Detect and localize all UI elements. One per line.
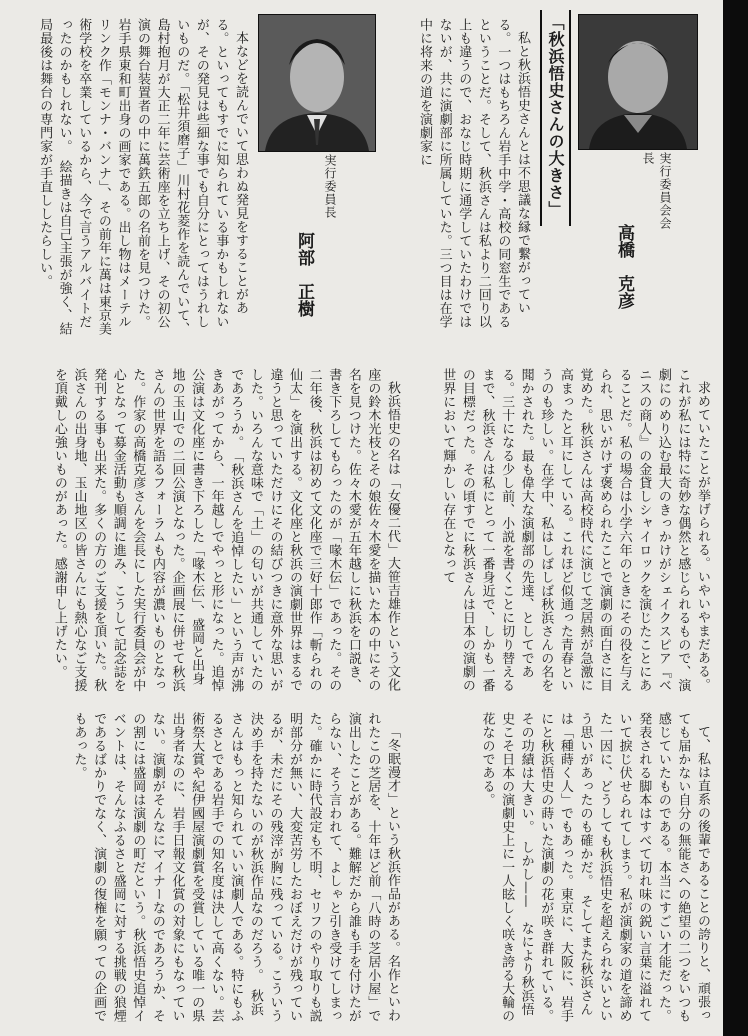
portrait-photo-takahashi — [578, 14, 698, 150]
text-top-right — [382, 18, 532, 336]
text-top-left — [30, 18, 250, 336]
name-takahashi: 高橋 克彦 — [614, 224, 634, 309]
article-title: 「秋浜悟史さんの大きさ」 — [540, 10, 571, 226]
paragraph-lower-left: 「冬眠漫才」という秋浜作品がある。名作といわれたこの芝居を、十年ほど前「八時の芝居小屋」で演出したことがある。難解だから誰も手を付けたがらない、そう言われて、よしゃと引き受けてしまった。確かに時代設定も不明、セリフのやり取りも説明部分が無い、大変苦労したおぼえだけが残っているが、未だにその残滓が胸に残っている。こういう決め手を持たないのが秋浜作品なのだろう。 秋浜さんはもっと知られていい演劇人である。特にもふるさとである岩手での知名度は決して高くない。芸術祭大賞や紀伊國屋演劇賞を受賞している唯一の県出身者なのに、岩手日報文化賞の対象にもなっていない。演劇がそんなにマイナーなのであろうか、その割には盛岡は演劇の町だという。秋浜悟史追悼イベントは、そんなふるさと盛岡に対する挑戦の狼煙であるばかりでなく、演劇の復権を願っての企画でもあった。 — [71, 712, 400, 1023]
portrait-photo-abe — [258, 14, 376, 152]
portrait-abe-image — [259, 15, 375, 151]
paragraph-top-right: 私と秋浜悟史さんとは不思議な縁で繋がっている。一つはもちろん岩手中学・高校の同窓生であるということだ。そして、秋浜さんは私より二回り以上も違うので、おなじ時期に通学していたわけではないが、共に演劇部に所属していた。三つ目は在学中に将来の道を演劇家に — [417, 18, 530, 329]
text-middle-left — [30, 368, 402, 698]
paragraph-middle-left: 秋浜悟史の名は「女優二代」大笹吉雄作という文化座の鈴木光枝とその娘佐々木愛を描いた本の中にその名を見つけた。佐々木愛が五年越しに秋浜を口説き、書き下ろしてもらったのが「喙木伝」であった。その二年後、秋浜は初めて文化座で三好十郎作「斬られの仙太」を演出する。文化座と秋浜の演劇世界はまるで違うと思っていただけにその結びつきに意外な思いがした。いろんな意味で「土」の匂いが共通していたのであろうか。 「秋浜さんを追悼したい」という声が沸きあがってから、一年越しでやっと形になった。追悼公演は文化座に書き下ろした「喙木伝」、盛岡と出身地の玉山での二回公演となった。企画展に併せて秋浜さんの世界を語るフォーラムも内容が濃いものとなった。作家の高橋克彦さんを会長にした実行委員会が中心となって募金活動も順調に進み、こうして記念誌を発刊する事も出来た。多くの方のご支援を頂いた。秋浜さんの出身地、玉山地区の皆さんにも熱心なご支援を頂戴し心強いものがあった。感謝申し上げたい。 — [51, 368, 400, 693]
paragraph-top-left: 本などを読んでいて思わぬ発見をすることがある。といってもすでに知られている事かもしれないが、その発見は些細な事でも自分にとってはうれしいものだ。「松井須磨子」川村花菱作を読んでいて、島村抱月が大正二年に芸術座を立ち上げ、その初公演の舞台装置者の中に萬鉄五郎の名前を見つけた。岩手県東和町出身の画家である。出し物はメーテルリンク作「モンナ・バンナ」、その前年に萬は東京美術学校を卒業しているから、今で言うアルバイトだったのかもしれない。 絵描きは自己主張が強く、結局最後は舞台の専門家が手直ししたらしい。 — [37, 18, 248, 336]
text-lower-left — [30, 712, 402, 1024]
role-chairman: 実行委員会会長 — [641, 152, 672, 230]
text-middle-right — [412, 368, 712, 698]
portrait-takahashi-image — [579, 15, 697, 149]
name-abe: 阿部 正樹 — [294, 232, 314, 317]
text-lower-right — [412, 712, 712, 1024]
role-committee-head: 実行委員長 — [323, 154, 337, 219]
paragraph-lower-right: て、私は直系の後輩であることの誇りと、頑張っても届かない自分の無能さへの絶望の二つをいつも感じていたものである。本当にすごい才能だった。発表される脚本はすべて切れ味の鋭い言葉に溢れていて捩じ伏せられてしまう。私が演劇家の道を諦めた一因に、どうしても秋浜悟史を超えられないという思いがあったのも確かだ。 そしてまた秋浜さんは「種蒔く人」でもあった。東京に、大阪に、岩手にと秋浜悟史の蒔いた演劇の花が咲き群れている。その功績は大きい。 しかし—— なにより秋浜悟史こそ日本の演劇史上に一人眩しく咲き誇る大輪の花なのである。 — [479, 712, 710, 1023]
right-edge-bar — [723, 0, 748, 1036]
paragraph-middle-right: 求めていたことが挙げられる。いやいやまだある。これが私には特に奇妙な偶然と感じられるもので、演劇にのめり込む最大のきっかけがシェイクスピア『ベニスの商人』の金貸しシャイロックを演じたことにあることだ。私の場合は小学六年のときにその役を与えられ、思いがけず褒められたことで演劇の面白さに目覚めた。秋浜さんは高校時代に演じて芝居熱が急激に高まったと耳にしている。これほど似通った青春というのも珍しい。在学中、私はしばしば秋浜さんの名を聞かされた。最も偉大な演劇部の先達、としてである。三十になる少し前、小説を書くことに切り替えるまで、秋浜さんは私にとって一番身近で、しかも一番の目標だった。その頃すでに秋浜さんは日本の演劇の世界において輝かしい存在となって — [440, 368, 710, 692]
